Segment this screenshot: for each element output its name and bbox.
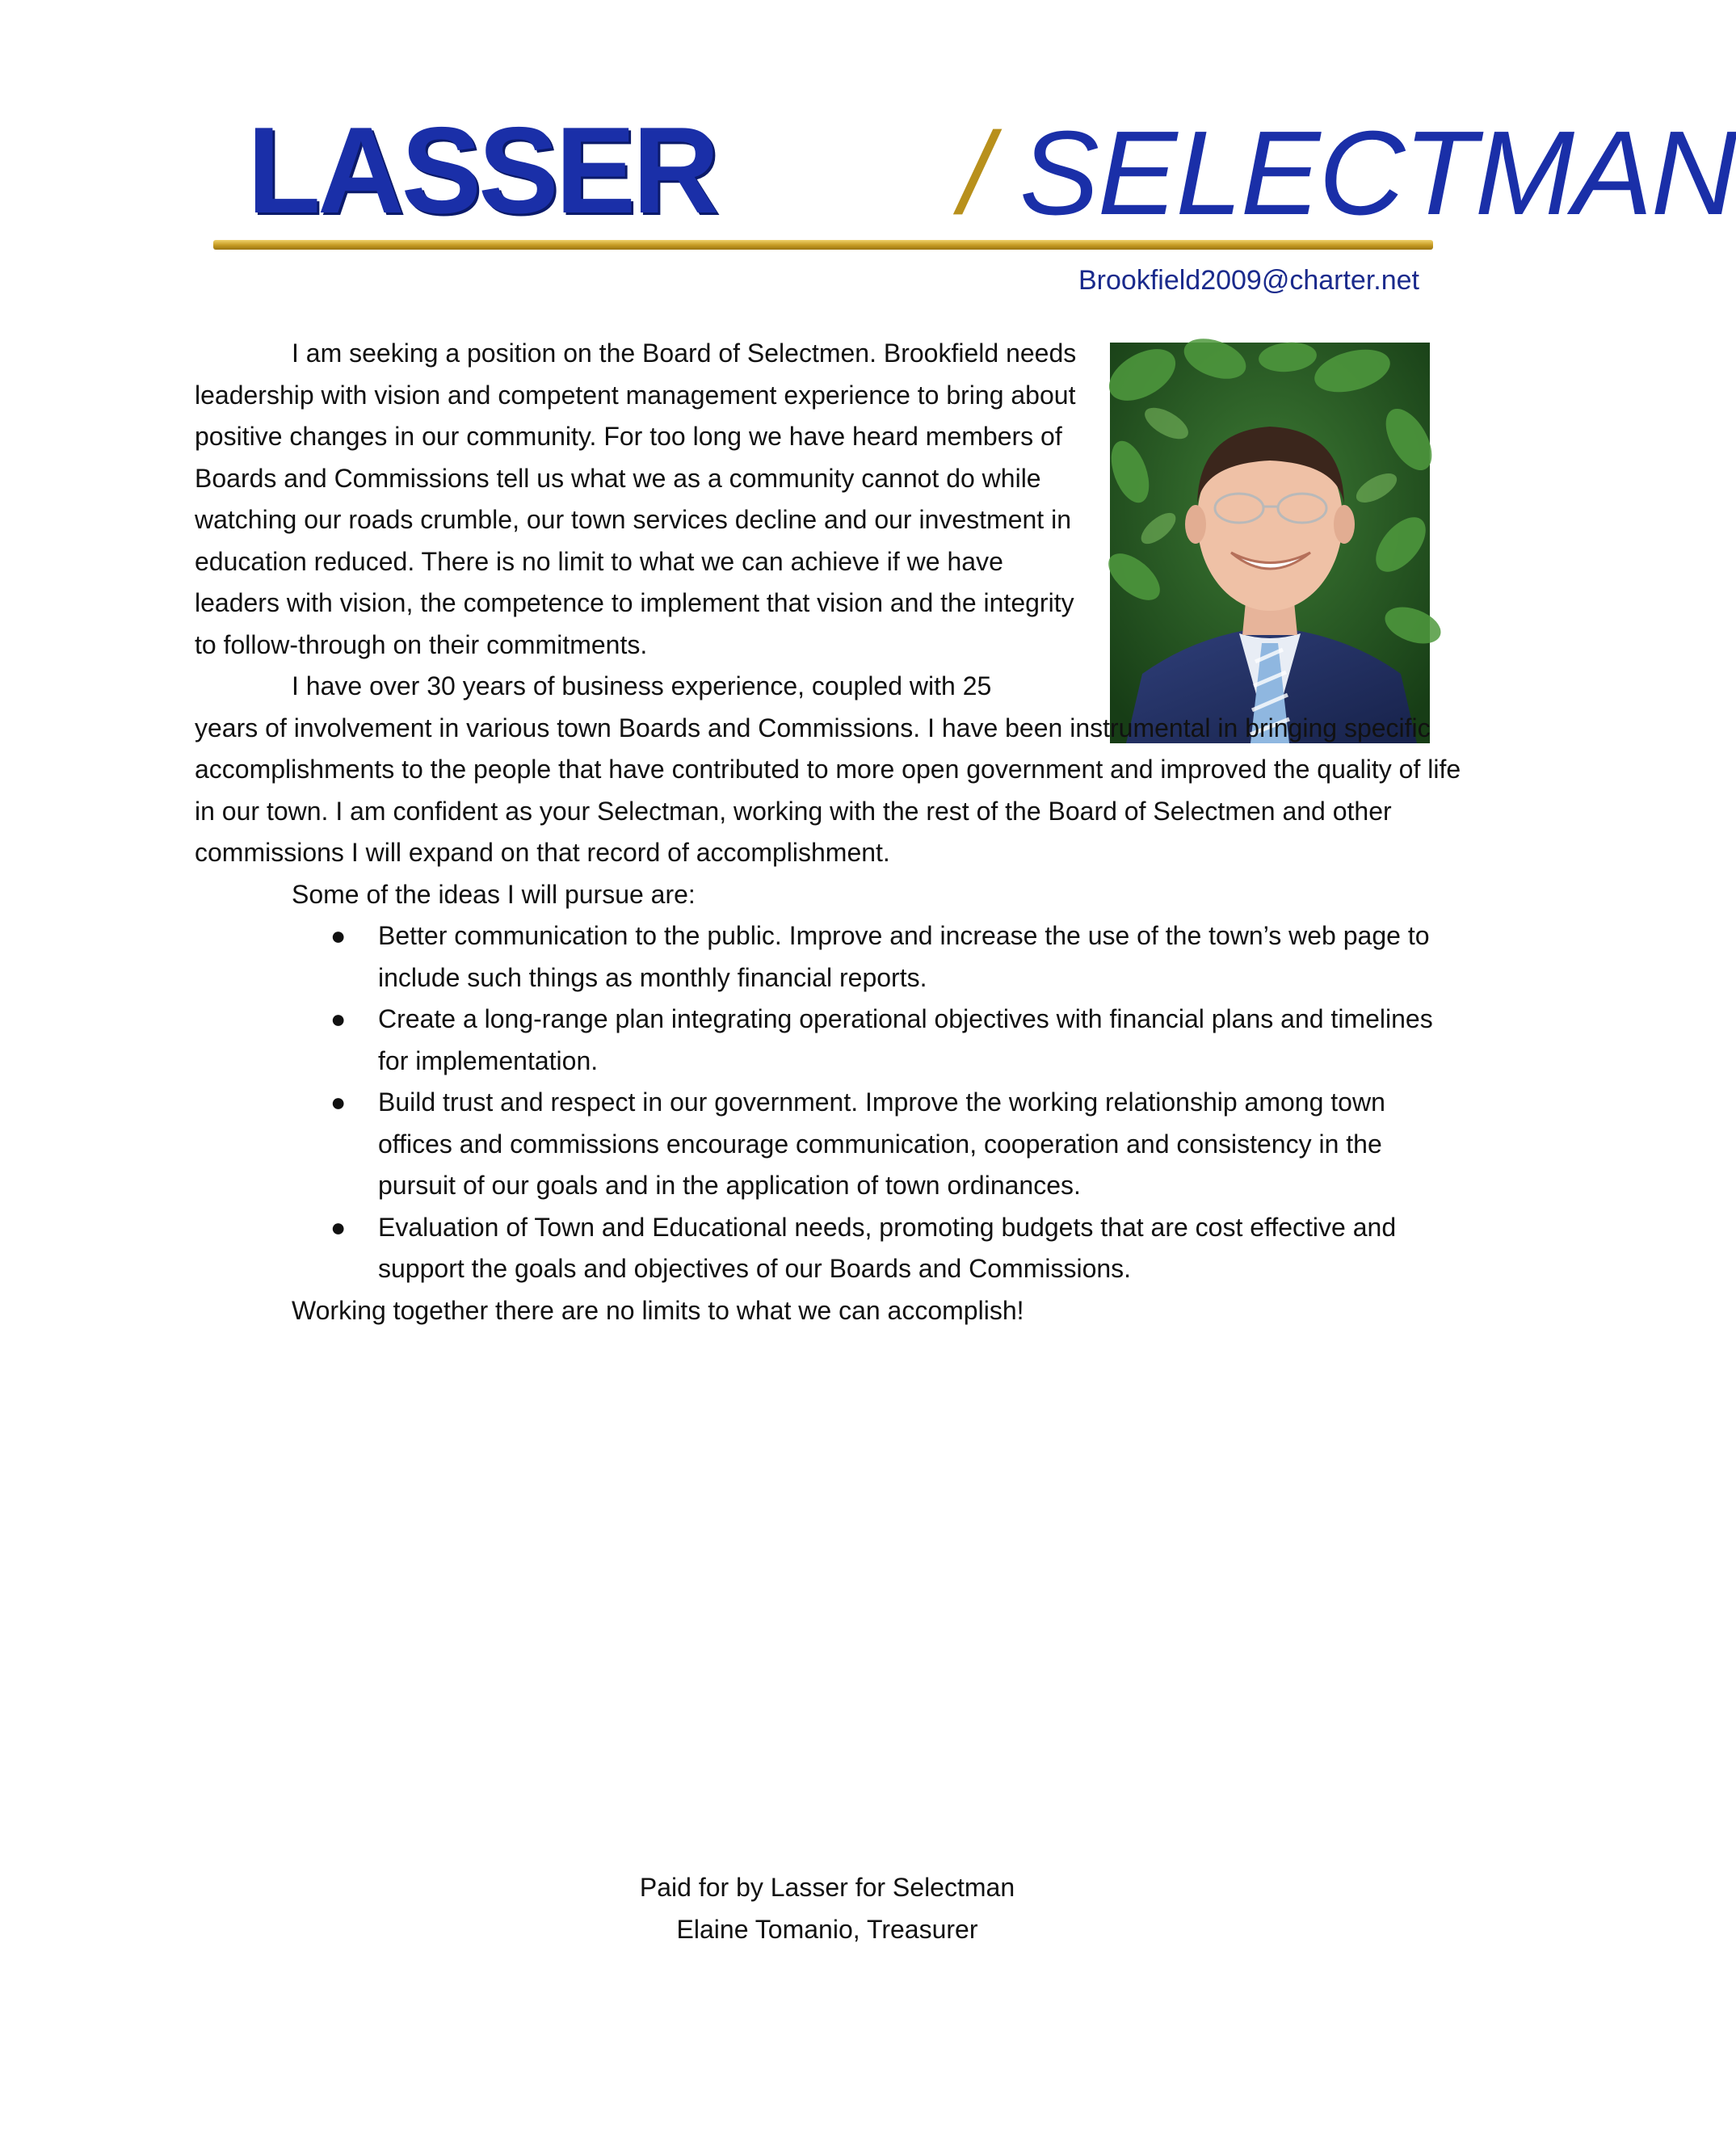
bullet-icon: ● <box>330 1212 347 1242</box>
ideas-list <box>195 915 1461 1290</box>
paid-for-notice <box>0 1866 1654 1950</box>
masthead-slash: / <box>960 108 993 238</box>
experience-continuation: years of involvement in various town Boards and Commissions. I have been instrumental in bringing specific accomplishments to the people that have contributed to more open government and improved the quality of life in our town. I am confident as your Selectman, working with the rest of the Board of Selectmen and other commissions I will expand on that record of accomplishment. <box>195 713 1461 867</box>
masthead <box>242 102 1736 240</box>
bullet-icon: ● <box>330 1087 347 1117</box>
list-item <box>195 915 1461 999</box>
bullet-icon: ● <box>330 1004 347 1033</box>
idea-text: Create a long-range plan integrating operational objectives with financial plans and timelines for implementation. <box>378 1004 1433 1075</box>
list-item <box>195 999 1461 1082</box>
paid-for-line: Paid for by Lasser for Selectman <box>639 1873 1015 1902</box>
masthead-gold-rule <box>213 240 1433 250</box>
contact-email[interactable]: Brookfield2009@charter.net <box>1078 265 1419 296</box>
idea-text: Evaluation of Town and Educational needs, promoting budgets that are cost effective and support the goals and objectives of our Boards and Commissions. <box>378 1212 1397 1283</box>
bullet-icon: ● <box>330 921 347 950</box>
idea-text: Build trust and respect in our government. Improve the working relationship among town offices and commissions encourage communication, cooperation and consistency in the pursuit of our goals and in the application of town ordinances. <box>378 1087 1385 1200</box>
idea-text: Better communication to the public. Improve and increase the use of the town’s web page to include such things as monthly financial reports. <box>378 921 1430 992</box>
masthead-office: SELECTMAN <box>1019 107 1736 240</box>
closing-line: Working together there are no limits to what we can accomplish! <box>292 1295 1024 1325</box>
list-item <box>195 1082 1461 1207</box>
list-item <box>195 1207 1461 1290</box>
intro-paragraph: I am seeking a position on the Board of Selectmen. Brookfield needs leadership with vision and competent management experience to bring about positive changes in our community. For too long we have heard members of Boards and Commissions tell us what we as a community cannot do while watching our roads crumble, our town services decline and our investment in education reduced. There is no limit to what we can achieve if we have leaders with vision, the competence to implement that vision and the integrity to follow-through on their commitments. <box>195 339 1077 659</box>
ideas-intro: Some of the ideas I will pursue are: <box>292 879 696 909</box>
masthead-name: LASSER <box>247 102 717 239</box>
letter-body <box>195 333 1461 1331</box>
experience-first-line: I have over 30 years of business experience, coupled with 25 <box>292 671 992 700</box>
treasurer-line: Elaine Tomanio, Treasurer <box>676 1915 978 1944</box>
experience-paragraph <box>195 666 1461 874</box>
